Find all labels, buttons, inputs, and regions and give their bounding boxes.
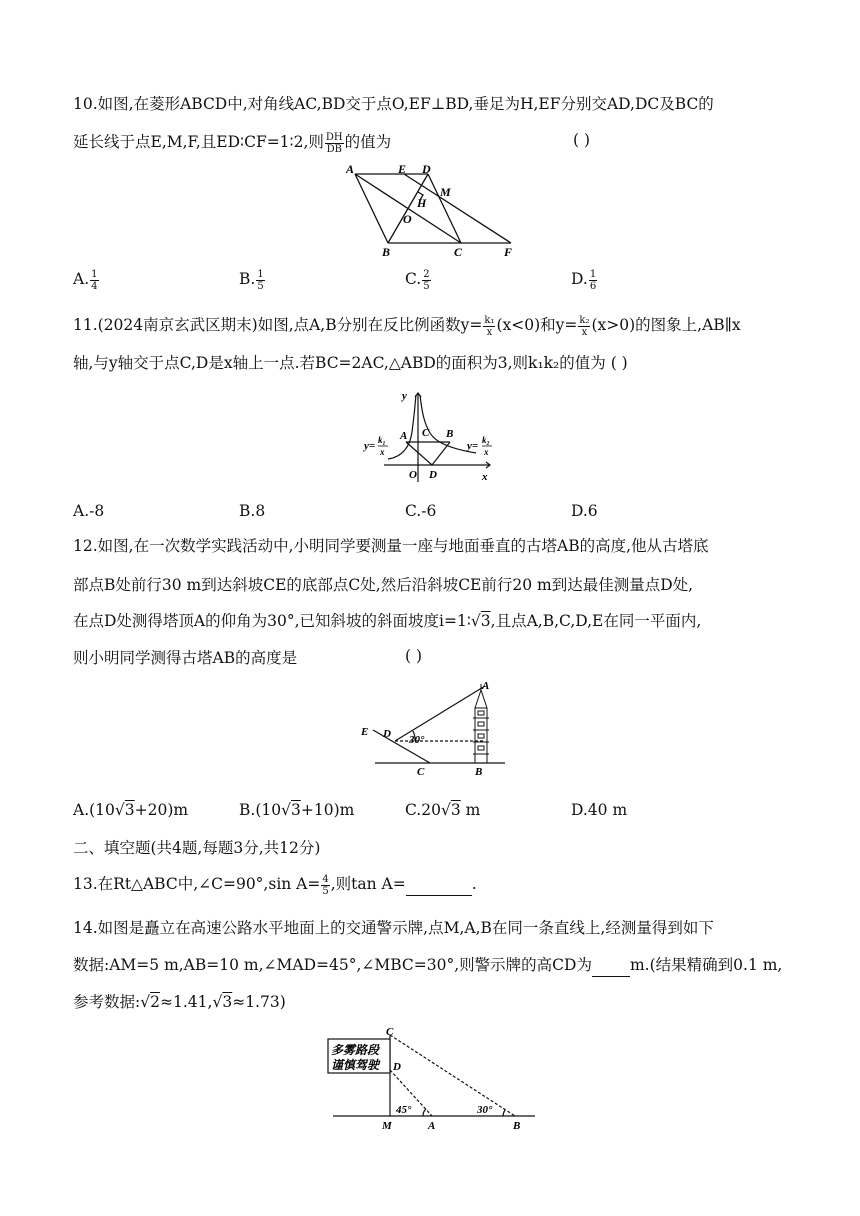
q11-label-b: B	[446, 428, 454, 440]
q14-line1: 14.如图是矗立在高速公路水平地面上的交通警示牌,点M,A,B在同一条直线上,经测量得到如下	[73, 919, 714, 937]
q14-line2-post: m.(结果精确到0.1 m,	[629, 956, 783, 974]
q10-option-c-prefix: C.	[405, 270, 422, 288]
q11-line1	[73, 314, 741, 338]
section-2-heading: 二、填空题(共4题,每题3分,共12分)	[73, 839, 321, 857]
q13-fraction	[321, 874, 329, 897]
q10-fraction	[325, 132, 344, 155]
q11-right-k2: k₂	[482, 435, 490, 445]
q14-line3-post: ≈1.73)	[232, 993, 286, 1011]
q13-end: .	[471, 875, 477, 893]
q14-angle-45: 45°	[396, 1104, 412, 1116]
q11-right-xden: x	[484, 447, 489, 457]
q10-rhombus-figure	[340, 163, 530, 258]
q11-k1-num: k₁	[484, 314, 495, 326]
q10-option-d-prefix: D.	[571, 270, 588, 288]
q11-label-o: O	[409, 469, 417, 481]
q10-line2-text: 延长线于点E,M,F,且ED∶CF=1∶2,则	[73, 133, 324, 151]
q13-line	[73, 873, 477, 897]
q14-line3-pre: 参考数据:	[73, 993, 141, 1011]
q14-label-b: B	[513, 1120, 521, 1132]
q11-label-y: y	[402, 390, 407, 402]
q10-option-a-den: 4	[91, 280, 98, 292]
q12-line3-sqrt: 3	[480, 612, 491, 630]
q14-sign-line1: 多雾路段	[331, 1043, 380, 1057]
q11-k2-num: k₂	[579, 314, 590, 326]
q13-pre: 13.在Rt△ABC中,∠C=90°,sin A=	[73, 875, 321, 893]
q12-option-b-post: +10)m	[300, 801, 355, 819]
q10-option-b-num: 1	[257, 268, 264, 280]
q11-right-fn: y=	[467, 440, 479, 452]
q10-option-d-num: 1	[589, 268, 597, 280]
q12-label-a: A	[482, 680, 490, 692]
q10-frac-den: DB	[326, 143, 342, 155]
q12-label-e: E	[361, 726, 369, 738]
q11-option-a[interactable]: A.-8	[73, 502, 105, 520]
q10-option-d-fraction	[589, 269, 597, 292]
q12-label-angle: 30°	[409, 734, 425, 746]
q10-option-a[interactable]	[73, 268, 100, 292]
q12-option-c[interactable]: C.20√3 m	[405, 801, 481, 819]
q11-k1-den: x	[486, 326, 493, 338]
q10-label-e: E	[398, 163, 407, 176]
q12-label-d: D	[383, 728, 391, 740]
q13-post: ,则tan A=	[330, 875, 406, 893]
q14-label-d: D	[393, 1061, 401, 1073]
q10-label-h: H	[417, 196, 427, 210]
q12-option-c-post: m	[460, 801, 481, 819]
q14-line2-pre: 数据:AM=5 m,AB=10 m,∠MAD=45°,∠MBC=30°,则警示牌的高CD为	[73, 956, 592, 974]
q13-den: 5	[322, 885, 329, 897]
q11-option-c[interactable]: C.-6	[405, 502, 437, 520]
q11-label-d: D	[429, 469, 437, 481]
q10-label-o: O	[403, 212, 412, 226]
q10-option-c[interactable]	[405, 268, 432, 292]
q10-line2	[73, 131, 391, 155]
q11-line1-b: (x<0)和y=	[496, 316, 578, 334]
q11-left-xden: x	[380, 447, 385, 457]
q10-option-d[interactable]	[571, 268, 598, 292]
q12-option-a-post: +20)m	[134, 801, 189, 819]
q12-line4: 则小明同学测得古塔AB的高度是	[73, 649, 298, 667]
q12-tower-figure	[355, 678, 515, 778]
q14-mid: ≈1.41,	[160, 993, 213, 1011]
q11-label-a: A	[400, 430, 408, 442]
q10-option-d-den: 6	[589, 280, 597, 292]
q12-tower-icon	[473, 684, 489, 763]
q12-answer-paren: ( )	[405, 647, 423, 665]
q12-option-c-pre: C.20	[405, 801, 441, 819]
q10-label-b: B	[382, 245, 391, 258]
q12-line2: 部点B处前行30 m到达斜坡CE的底部点C处,然后沿斜坡CE前行20 m到达最佳测量点D处,	[73, 576, 694, 594]
q14-sign-line2: 谨慎驾驶	[331, 1058, 380, 1072]
q11-option-b[interactable]: B.8	[239, 502, 266, 520]
q10-label-a: A	[346, 163, 355, 176]
q10-label-d: D	[422, 163, 431, 176]
q11-left-fn: y=	[364, 440, 376, 452]
q13-num: 4	[322, 873, 329, 885]
q12-option-b[interactable]: B.(10√3+10)m	[239, 801, 355, 819]
q14-label-c: C	[386, 1026, 394, 1038]
q12-label-b: B	[475, 766, 483, 778]
q10-label-f: F	[504, 245, 513, 258]
q10-answer-paren: ( )	[573, 131, 591, 149]
q12-option-a-pre: A.(10	[73, 801, 115, 819]
q10-option-b-fraction	[256, 269, 264, 292]
q11-label-c: C	[422, 427, 430, 439]
q14-sqrt3: 3	[222, 993, 233, 1011]
q14-angle-30: 30°	[477, 1104, 493, 1116]
q10-frac-num: DH	[325, 131, 343, 143]
q14-line2	[73, 954, 782, 977]
q12-line3-post: ,且点A,B,C,D,E在同一平面内,	[490, 612, 702, 630]
q11-frac-k1	[483, 315, 495, 338]
q11-frac-k2	[578, 315, 590, 338]
q11-hyperbola-figure	[362, 387, 502, 487]
q10-label-m: M	[440, 185, 451, 199]
q11-line1-a: 11.(2024南京玄武区期末)如图,点A,B分别在反比例函数y=	[73, 316, 483, 334]
q11-left-k1: k₁	[378, 435, 386, 445]
q10-line1: 10.如图,在菱形ABCD中,对角线AC,BD交于点O,EF⊥BD,垂足为H,EF分别交AD,DC及BC的	[73, 95, 714, 113]
q11-option-d[interactable]: D.6	[571, 502, 598, 520]
q14-sign-figure	[325, 1025, 545, 1135]
q11-line1-c: (x>0)的图象上,AB∥x	[591, 316, 741, 334]
q12-option-b-pre: B.(10	[239, 801, 282, 819]
q12-line1: 12.如图,在一次数学实践活动中,小明同学要测量一座与地面垂直的古塔AB的高度,他从古塔底	[73, 537, 709, 555]
q12-line3-pre: 在点D处测得塔顶A的仰角为30°,已知斜坡的斜面坡度i=1∶	[73, 612, 471, 630]
q13-answer-blank[interactable]	[406, 873, 472, 896]
q14-label-m: M	[382, 1120, 392, 1132]
q10-option-b[interactable]	[239, 268, 266, 292]
q11-label-x: x	[482, 471, 488, 483]
q10-option-b-prefix: B.	[239, 270, 256, 288]
q14-line3: 参考数据:√2≈1.41,√3≈1.73)	[73, 993, 286, 1011]
q10-option-c-den: 5	[423, 280, 430, 292]
q12-option-d[interactable]: D.40 m	[571, 801, 628, 819]
q12-line3: 在点D处测得塔顶A的仰角为30°,已知斜坡的斜面坡度i=1∶√3,且点A,B,C,D,E在同一平面内,	[73, 612, 702, 630]
q10-option-a-prefix: A.	[73, 270, 90, 288]
q12-label-c: C	[417, 766, 425, 778]
q12-option-b-sqrt: 3	[290, 801, 301, 819]
q11-k2-den: x	[581, 326, 588, 338]
q11-line2: 轴,与y轴交于点C,D是x轴上一点.若BC=2AC,△ABD的面积为3,则k₁k₂的值为 ( )	[73, 354, 628, 372]
q14-label-a: A	[428, 1120, 436, 1132]
q12-option-c-sqrt: 3	[450, 801, 461, 819]
q10-option-a-fraction	[90, 269, 98, 292]
q10-option-b-den: 5	[257, 280, 264, 292]
q10-option-c-fraction	[422, 269, 430, 292]
q12-option-a-sqrt: 3	[124, 801, 135, 819]
q12-option-a[interactable]: A.(10√3+20)m	[73, 801, 189, 819]
q10-line2-end: 的值为	[344, 133, 392, 151]
q14-sqrt2: 2	[150, 993, 160, 1011]
q14-answer-blank[interactable]	[592, 954, 630, 977]
q10-label-c: C	[454, 245, 463, 258]
q10-option-c-num: 2	[423, 268, 430, 280]
q10-option-a-num: 1	[91, 268, 98, 280]
